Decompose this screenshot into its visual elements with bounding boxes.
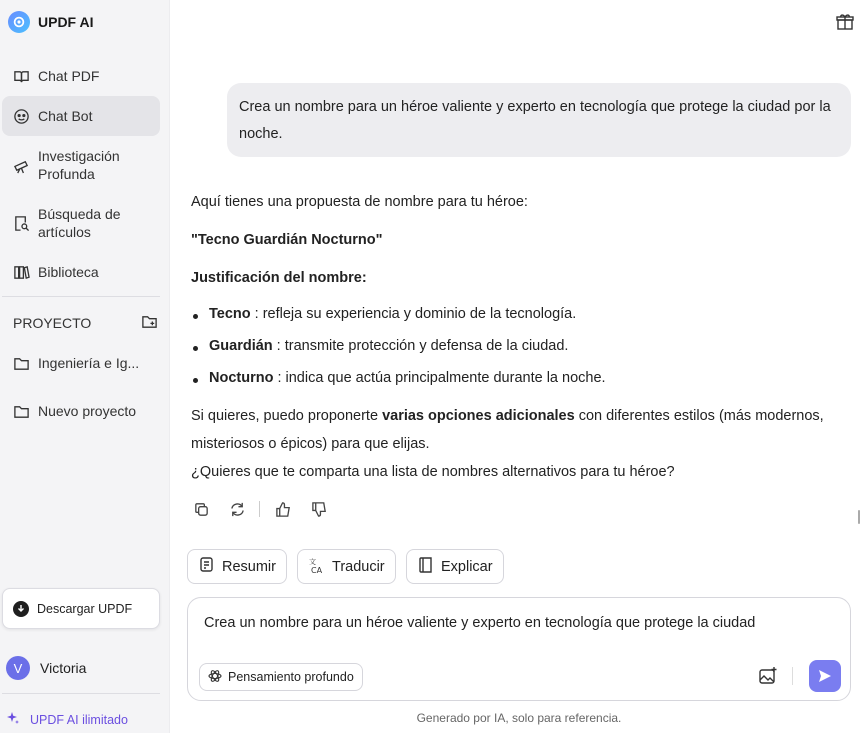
- answer-closing: Si quieres, puedo proponerte varias opciones adicionales con diferentes estilos (más modernos,: [191, 408, 824, 424]
- svg-text:文: 文: [309, 557, 316, 566]
- book-open-icon: [12, 67, 30, 85]
- thumbs-down-icon[interactable]: [309, 499, 329, 519]
- brand-name: UPDF AI: [38, 14, 94, 30]
- project-header: [13, 313, 158, 333]
- deep-thinking-toggle[interactable]: [199, 663, 363, 691]
- regenerate-icon[interactable]: [227, 499, 247, 519]
- message-actions: [191, 499, 345, 519]
- sidebar-item-biblioteca[interactable]: [2, 260, 160, 284]
- sidebar-item-chat-bot[interactable]: [2, 96, 160, 136]
- download-icon: [13, 601, 29, 617]
- list-item: Tecno : refleja su experiencia y dominio de la tecnología.: [191, 306, 576, 322]
- actions-divider: [259, 501, 260, 517]
- deep-thinking-label: Pensamiento profundo: [228, 670, 354, 684]
- book-icon: [417, 556, 435, 578]
- summarize-button[interactable]: [187, 549, 287, 584]
- updf-logo-icon: [8, 11, 30, 33]
- explain-label: Explicar: [441, 558, 493, 575]
- project-header-label: PROYECTO: [13, 315, 92, 331]
- sidebar-divider: [2, 296, 160, 297]
- translate-label: Traducir: [332, 558, 385, 575]
- add-image-icon[interactable]: [757, 665, 779, 687]
- composer-input[interactable]: Crea un nombre para un héroe valiente y experto en tecnología que protege la ciudad: [204, 615, 756, 631]
- user-name: Victoria: [40, 660, 87, 676]
- chat-composer[interactable]: [187, 597, 851, 701]
- sidebar: [0, 0, 170, 733]
- answer-closing-line2: misteriosos o épicos) para que elijas.: [191, 436, 430, 452]
- user-profile[interactable]: [6, 656, 86, 680]
- sidebar-item-busqueda[interactable]: [2, 205, 160, 241]
- scrollbar[interactable]: [858, 510, 860, 524]
- folder-icon: [12, 402, 30, 420]
- sidebar-item-investigacion[interactable]: [2, 147, 160, 183]
- sidebar-item-label: Investigación Profunda: [38, 148, 120, 182]
- sidebar-item-label: Chat PDF: [38, 68, 100, 84]
- sidebar-item-label: Biblioteca: [38, 264, 99, 280]
- translate-button[interactable]: [297, 549, 396, 584]
- copy-icon[interactable]: [191, 499, 211, 519]
- list-item: Guardián : transmite protección y defensa de la ciudad.: [191, 338, 568, 354]
- sparkle-icon: [6, 711, 20, 728]
- translate-icon: [308, 556, 326, 578]
- composer-divider: [792, 667, 793, 685]
- sidebar-item-label: Búsqueda de artículos: [38, 206, 121, 240]
- download-label: Descargar UPDF: [37, 601, 133, 616]
- send-button[interactable]: [809, 660, 841, 692]
- answer-closing-line3: ¿Quieres que te comparta una lista de nombres alternativos para tu héroe?: [191, 464, 675, 480]
- list-item: Nocturno : indica que actúa principalmente durante la noche.: [191, 370, 606, 386]
- summarize-icon: [198, 556, 216, 578]
- avatar: V: [6, 656, 30, 680]
- footer-disclaimer: Generado por IA, solo para referencia.: [416, 711, 622, 725]
- folder-icon: [12, 354, 30, 372]
- sidebar-divider: [2, 693, 160, 694]
- svg-text:CA: CA: [311, 565, 323, 574]
- answer-intro: Aquí tienes una propuesta de nombre para tu héroe:: [191, 194, 528, 210]
- atom-icon: [208, 669, 222, 686]
- project-item-nuevo[interactable]: [2, 399, 160, 423]
- add-folder-icon[interactable]: [141, 313, 158, 333]
- project-label: Ingeniería e Ig...: [38, 355, 140, 371]
- brand[interactable]: [8, 10, 93, 34]
- telescope-icon: [12, 156, 30, 174]
- upgrade-link[interactable]: [6, 711, 128, 728]
- bot-face-icon: [12, 107, 30, 125]
- sidebar-item-label: Chat Bot: [38, 108, 93, 124]
- upgrade-label: UPDF AI ilimitado: [30, 712, 128, 727]
- answer-justification-title: Justificación del nombre:: [191, 270, 367, 286]
- answer-name: "Tecno Guardián Nocturno": [191, 232, 383, 248]
- doc-search-icon: [12, 214, 30, 232]
- thumbs-up-icon[interactable]: [273, 499, 293, 519]
- summarize-label: Resumir: [222, 558, 276, 575]
- explain-button[interactable]: [406, 549, 504, 584]
- project-label: Nuevo proyecto: [38, 403, 137, 419]
- gift-icon[interactable]: [835, 12, 855, 32]
- download-updf-button[interactable]: [2, 588, 160, 629]
- user-message-bubble: Crea un nombre para un héroe valiente y experto en tecnología que protege la ciudad por la noche.: [227, 83, 851, 157]
- project-item-ingenieria[interactable]: [2, 351, 160, 375]
- sidebar-item-chat-pdf[interactable]: [2, 64, 160, 88]
- library-icon: [12, 263, 30, 281]
